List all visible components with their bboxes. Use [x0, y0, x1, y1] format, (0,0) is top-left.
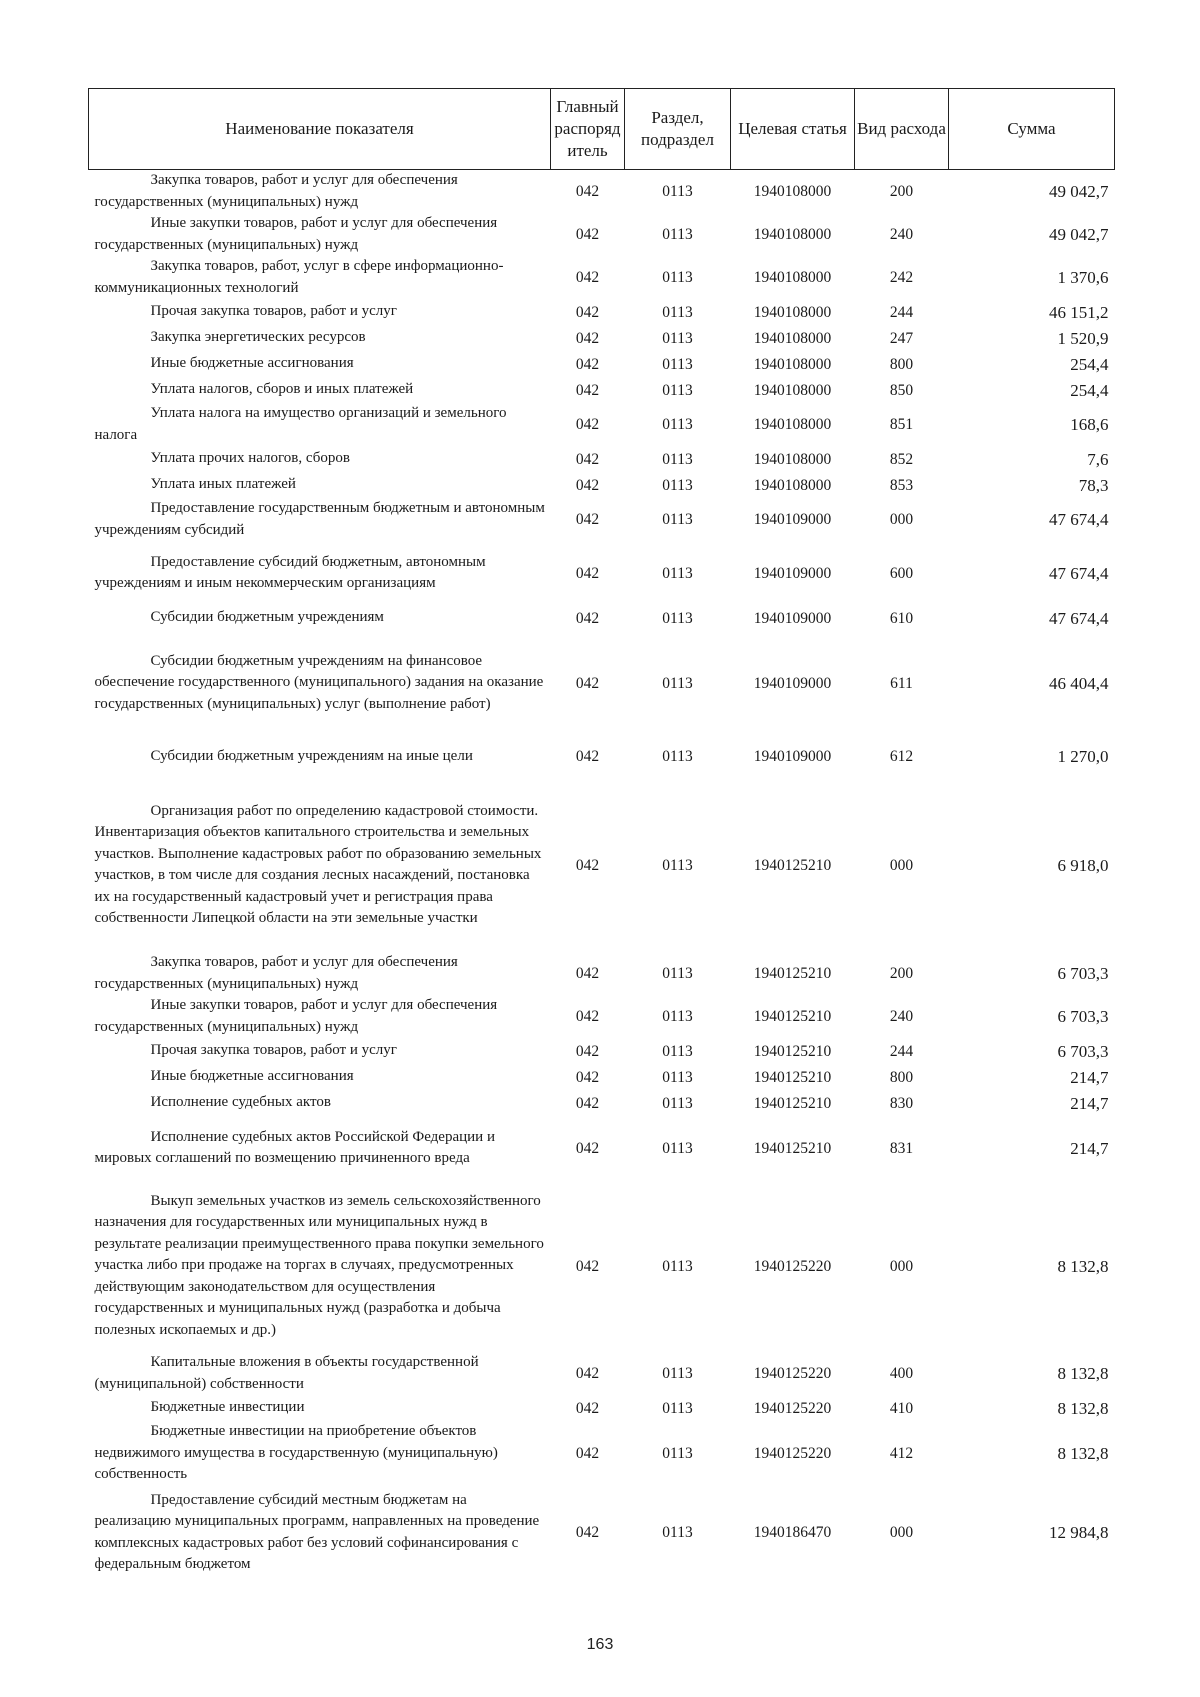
- row-cs: 1940108000: [753, 183, 832, 200]
- row-sum: 214,7: [1070, 1093, 1109, 1113]
- row-gr: 042: [575, 381, 600, 399]
- row-name: Прочая закупка товаров, работ и услуг: [150, 303, 397, 320]
- row-name: Капитальные вложения в объекты государственной (муниципальной) собственности: [94, 1354, 479, 1392]
- row-sum: 6 918,0: [1057, 855, 1109, 875]
- table-row: [89, 170, 1115, 214]
- table-row: [89, 1116, 1115, 1180]
- row-sum: 168,6: [1070, 415, 1109, 434]
- row-gr: 042: [575, 856, 600, 874]
- row-vr: 240: [889, 226, 914, 243]
- table-body: [89, 170, 1115, 1580]
- row-razdel: 0113: [662, 1399, 693, 1417]
- row-vr: 200: [889, 183, 914, 200]
- row-cs: 1940125210: [753, 1042, 832, 1060]
- row-name: Предоставление субсидий бюджетным, автономным учреждениям и иным некоммерческим организациям: [94, 553, 486, 591]
- row-cs: 1940108000: [753, 269, 832, 286]
- row-sum: 8 132,8: [1057, 1256, 1109, 1276]
- row-gr: 042: [575, 1068, 600, 1086]
- row-name: Иные бюджетные ассигнования: [150, 1068, 354, 1085]
- row-cs: 1940108000: [753, 476, 832, 494]
- row-name: Иные бюджетные ассигнования: [150, 355, 354, 372]
- page-number: 163: [586, 1636, 614, 1653]
- row-razdel: 0113: [662, 1008, 693, 1025]
- table-row: [89, 952, 1115, 995]
- row-name: Иные закупки товаров, работ и услуг для обеспечения государственных (муниципальных) нужд: [94, 215, 498, 253]
- row-razdel: 0113: [662, 965, 693, 982]
- row-name: Прочая закупка товаров, работ и услуг: [150, 1042, 397, 1059]
- row-razdel: 0113: [662, 416, 693, 433]
- row-name: Субсидии бюджетным учреждениям на финансовое обеспечение государственного (муниципального) задания на оказание государственных (муниципальных) услуг (выполнение работ): [94, 652, 544, 712]
- row-razdel: 0113: [662, 381, 693, 399]
- row-gr: 042: [575, 450, 600, 468]
- row-name: Предоставление государственным бюджетным и автономным учреждениям субсидий: [94, 500, 545, 538]
- row-cs: 1940186470: [753, 1524, 832, 1541]
- row-razdel: 0113: [662, 609, 693, 627]
- row-name: Бюджетные инвестиции: [150, 1399, 305, 1416]
- row-name: Иные закупки товаров, работ и услуг для обеспечения государственных (муниципальных) нужд: [94, 997, 498, 1035]
- row-razdel: 0113: [662, 1257, 693, 1275]
- row-name: Закупка энергетических ресурсов: [150, 329, 366, 346]
- row-gr: 042: [575, 1444, 600, 1462]
- row-vr: 244: [889, 1042, 914, 1060]
- row-name: Уплата налогов, сборов и иных платежей: [150, 381, 414, 398]
- row-razdel: 0113: [662, 269, 693, 286]
- row-gr: 042: [575, 1139, 600, 1157]
- row-name: Закупка товаров, работ и услуг для обеспечения государственных (муниципальных) нужд: [94, 172, 458, 210]
- row-vr: 850: [889, 381, 914, 399]
- header-name: Наименование показателя: [89, 89, 551, 170]
- row-vr: 853: [889, 476, 914, 494]
- table-row: [89, 1395, 1115, 1421]
- row-cs: 1940108000: [753, 416, 832, 433]
- row-sum: 8 132,8: [1057, 1364, 1109, 1383]
- row-cs: 1940109000: [753, 674, 832, 692]
- row-razdel: 0113: [662, 450, 693, 468]
- row-gr: 042: [575, 1524, 600, 1541]
- table-row: [89, 1064, 1115, 1090]
- budget-table-page: [88, 88, 1114, 1580]
- row-cs: 1940125220: [753, 1365, 832, 1382]
- row-cs: 1940109000: [753, 564, 832, 582]
- budget-table: [88, 88, 1115, 1580]
- table-row: [89, 446, 1115, 472]
- row-sum: 1 520,9: [1057, 328, 1109, 348]
- row-name: Предоставление субсидий местным бюджетам на реализацию муниципальных программ, направленных на проведение комплексных кадастровых работ без условий софинансирования с федеральным бюджетом: [94, 1491, 540, 1572]
- row-sum: 8 132,8: [1057, 1443, 1109, 1463]
- header-sum: Сумма: [949, 89, 1115, 170]
- row-gr: 042: [575, 303, 600, 321]
- row-name: Организация работ по определению кадастровой стоимости. Инвентаризация объектов капитального строительства и земельных участков. Выполнение кадастровых работ по образованию земельных участков, в том числе для создания лесных насаждений, постановка их на государственный кадастровый учет и регистрация права собственности Липецкой области на эти земельные участки: [94, 802, 542, 926]
- row-sum: 254,4: [1070, 380, 1109, 400]
- row-gr: 042: [575, 1365, 600, 1382]
- row-sum: 214,7: [1070, 1138, 1109, 1158]
- table-row: [89, 541, 1115, 605]
- row-cs: 1940125210: [753, 1094, 832, 1112]
- row-sum: 7,6: [1087, 449, 1109, 469]
- row-razdel: 0113: [662, 1524, 693, 1541]
- row-razdel: 0113: [662, 564, 693, 582]
- row-vr: 410: [889, 1399, 914, 1417]
- row-cs: 1940108000: [753, 450, 832, 468]
- row-sum: 46 404,4: [1049, 673, 1109, 693]
- row-sum: 46 151,2: [1049, 302, 1109, 322]
- row-vr: 000: [889, 1524, 914, 1541]
- table-header: [89, 89, 1115, 170]
- row-gr: 042: [575, 674, 600, 692]
- row-gr: 042: [575, 965, 600, 982]
- table-row: [89, 377, 1115, 403]
- row-sum: 1 370,6: [1057, 268, 1109, 287]
- row-vr: 200: [889, 965, 914, 982]
- row-razdel: 0113: [662, 511, 693, 528]
- row-razdel: 0113: [662, 183, 693, 200]
- row-vr: 830: [889, 1094, 914, 1112]
- row-sum: 47 674,4: [1049, 563, 1109, 583]
- row-cs: 1940109000: [753, 511, 832, 528]
- row-razdel: 0113: [662, 476, 693, 494]
- row-vr: 831: [889, 1139, 914, 1157]
- row-name: Закупка товаров, работ и услуг для обеспечения государственных (муниципальных) нужд: [94, 954, 458, 992]
- row-vr: 000: [889, 856, 914, 874]
- header-section: Раздел, подраздел: [625, 89, 731, 170]
- row-razdel: 0113: [662, 355, 693, 373]
- row-gr: 042: [575, 511, 600, 528]
- row-gr: 042: [575, 1399, 600, 1417]
- row-name: Уплата иных платежей: [150, 476, 296, 493]
- row-name: Уплата налога на имущество организаций и земельного налога: [94, 405, 507, 443]
- table-row: [89, 778, 1115, 952]
- row-sum: 47 674,4: [1049, 510, 1109, 529]
- row-name: Исполнение судебных актов: [150, 1094, 331, 1111]
- row-gr: 042: [575, 609, 600, 627]
- row-cs: 1940125220: [753, 1257, 832, 1275]
- table-row: [89, 631, 1115, 735]
- row-sum: 6 703,3: [1057, 1007, 1109, 1026]
- row-gr: 042: [575, 269, 600, 286]
- row-cs: 1940125210: [753, 856, 832, 874]
- row-razdel: 0113: [662, 329, 693, 347]
- row-vr: 611: [890, 674, 913, 692]
- row-cs: 1940108000: [753, 226, 832, 243]
- row-vr: 400: [889, 1365, 914, 1382]
- row-razdel: 0113: [662, 1042, 693, 1060]
- row-vr: 610: [889, 609, 914, 627]
- table-row: [89, 1486, 1115, 1580]
- table-row: [89, 1180, 1115, 1352]
- row-name: Закупка товаров, работ, услуг в сфере информационно-коммуникационных технологий: [94, 258, 504, 296]
- row-cs: 1940109000: [753, 609, 832, 627]
- row-sum: 8 132,8: [1057, 1398, 1109, 1418]
- row-name: Исполнение судебных актов Российской Федерации и мировых соглашений по возмещению причиненного вреда: [94, 1128, 495, 1166]
- row-gr: 042: [575, 1257, 600, 1275]
- row-vr: 000: [889, 1257, 914, 1275]
- table-row: [89, 1038, 1115, 1064]
- row-name: Выкуп земельных участков из земель сельскохозяйственного назначения для государственных или муниципальных нужд в результате реализации преимущественного права покупки земельного участка либо при продаже на торгах в случаях, предусмотренных действующим законодательством для осуществления государственных и муниципальных нужд (разработка и добыча полезных ископаемых и др.): [94, 1192, 544, 1338]
- row-cs: 1940125220: [753, 1444, 832, 1462]
- row-vr: 244: [889, 303, 914, 321]
- row-name: Бюджетные инвестиции на приобретение объектов недвижимого имущества в государственную (муниципальную) собственность: [94, 1423, 498, 1482]
- row-cs: 1940125210: [753, 1068, 832, 1086]
- row-razdel: 0113: [662, 303, 693, 321]
- row-cs: 1940108000: [753, 355, 832, 373]
- row-gr: 042: [575, 1008, 600, 1025]
- row-cs: 1940125220: [753, 1399, 832, 1417]
- table-row: [89, 351, 1115, 377]
- row-sum: 49 042,7: [1049, 182, 1109, 201]
- row-vr: 851: [889, 416, 914, 433]
- header-target-article: Целевая статья: [731, 89, 855, 170]
- table-row: [89, 1352, 1115, 1395]
- row-vr: 612: [889, 748, 914, 765]
- row-cs: 1940109000: [753, 748, 832, 765]
- row-vr: 240: [889, 1008, 914, 1025]
- row-sum: 6 703,3: [1057, 1041, 1109, 1061]
- row-sum: 12 984,8: [1049, 1523, 1109, 1542]
- row-razdel: 0113: [662, 1444, 693, 1462]
- row-vr: 852: [889, 450, 914, 468]
- table-row: [89, 1090, 1115, 1116]
- row-name: Уплата прочих налогов, сборов: [150, 450, 350, 467]
- row-gr: 042: [575, 355, 600, 373]
- row-gr: 042: [575, 564, 600, 582]
- row-name: Субсидии бюджетным учреждениям на иные цели: [150, 747, 473, 764]
- row-razdel: 0113: [662, 226, 693, 243]
- row-cs: 1940108000: [753, 329, 832, 347]
- row-gr: 042: [575, 1042, 600, 1060]
- header-chief-manager: Главный распоряд итель: [551, 89, 625, 170]
- row-cs: 1940108000: [753, 303, 832, 321]
- row-name: Субсидии бюджетным учреждениям: [150, 609, 384, 626]
- table-row: [89, 325, 1115, 351]
- row-cs: 1940125210: [753, 1008, 832, 1025]
- row-cs: 1940108000: [753, 381, 832, 399]
- row-sum: 78,3: [1078, 475, 1109, 495]
- table-row: [89, 472, 1115, 498]
- table-row: [89, 735, 1115, 778]
- row-vr: 000: [889, 511, 914, 528]
- table-row: [89, 995, 1115, 1038]
- row-sum: 254,4: [1070, 354, 1109, 374]
- table-row: [89, 299, 1115, 325]
- row-gr: 042: [575, 748, 600, 765]
- row-vr: 242: [889, 269, 914, 286]
- row-gr: 042: [575, 329, 600, 347]
- row-razdel: 0113: [662, 674, 693, 692]
- row-sum: 47 674,4: [1049, 608, 1109, 628]
- row-gr: 042: [575, 1094, 600, 1112]
- table-row: [89, 213, 1115, 256]
- row-razdel: 0113: [662, 748, 693, 765]
- row-cs: 1940125210: [753, 965, 832, 982]
- row-cs: 1940125210: [753, 1139, 832, 1157]
- row-razdel: 0113: [662, 1068, 693, 1086]
- row-vr: 412: [889, 1444, 914, 1462]
- row-sum: 214,7: [1070, 1067, 1109, 1087]
- table-row: [89, 498, 1115, 541]
- row-vr: 800: [889, 355, 914, 373]
- table-row: [89, 256, 1115, 299]
- table-row: [89, 403, 1115, 446]
- table-row: [89, 1421, 1115, 1486]
- row-sum: 1 270,0: [1057, 747, 1109, 766]
- row-gr: 042: [575, 476, 600, 494]
- table-row: [89, 605, 1115, 631]
- row-gr: 042: [575, 416, 600, 433]
- row-sum: 6 703,3: [1057, 964, 1109, 983]
- row-razdel: 0113: [662, 1365, 693, 1382]
- row-razdel: 0113: [662, 1094, 693, 1112]
- row-gr: 042: [575, 226, 600, 243]
- row-vr: 247: [889, 329, 914, 347]
- row-gr: 042: [575, 183, 600, 200]
- row-vr: 800: [889, 1068, 914, 1086]
- row-razdel: 0113: [662, 856, 693, 874]
- row-razdel: 0113: [662, 1139, 693, 1157]
- row-sum: 49 042,7: [1049, 225, 1109, 244]
- header-expense-type: Вид расхода: [855, 89, 949, 170]
- row-vr: 600: [889, 564, 914, 582]
